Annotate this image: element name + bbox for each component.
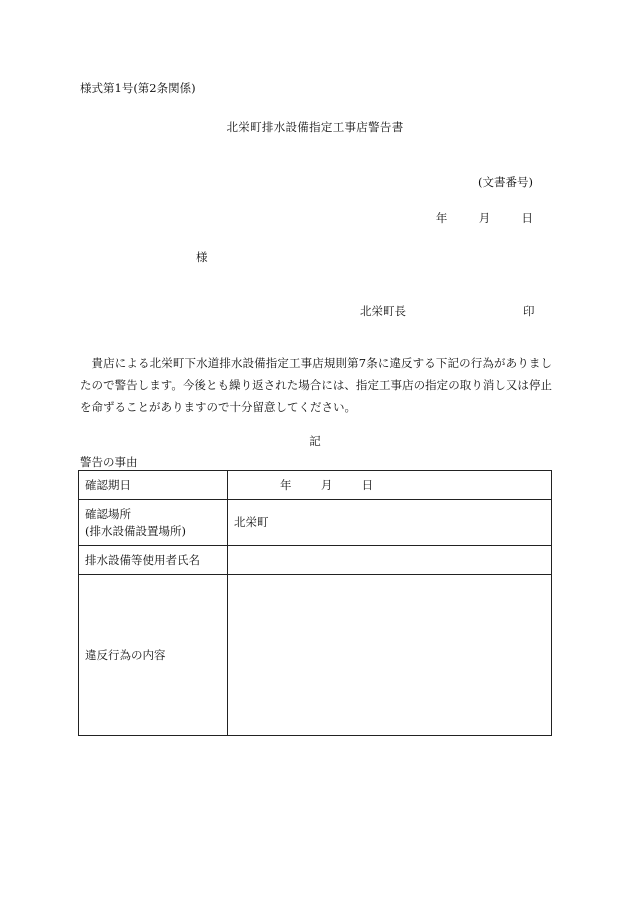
addressee-honorific: 様 (196, 250, 208, 264)
issue-date-day: 日 (521, 211, 533, 225)
issue-date-year: 年 (435, 211, 448, 225)
warning-body (80, 352, 552, 418)
notes-heading: 記 (309, 434, 321, 448)
reason-heading: 警告の事由 (80, 455, 138, 469)
confirmation-place-label-line2: (排水設備設置場所) (85, 523, 186, 538)
table-row (79, 546, 552, 575)
user-name-value[interactable] (228, 546, 552, 575)
confirmation-place-label (79, 500, 228, 546)
confirmation-date-value[interactable] (228, 471, 552, 500)
form-number: 様式第1号(第2条関係) (80, 81, 196, 95)
confirmation-date-label: 確認期日 (79, 471, 228, 500)
reason-table (78, 470, 552, 736)
seal-mark: 印 (523, 304, 535, 318)
table-row (79, 575, 552, 736)
confirmation-place-label-line1: 確認場所 (85, 506, 131, 521)
violation-content-value[interactable] (228, 575, 552, 736)
table-row (79, 500, 552, 546)
issue-date (436, 210, 533, 226)
violation-content-label: 違反行為の内容 (79, 575, 228, 736)
document-title: 北栄町排水設備指定工事店警告書 (226, 120, 404, 134)
sender-name: 北栄町長 (360, 304, 406, 318)
issue-date-month: 月 (478, 211, 491, 225)
user-name-label: 排水設備等使用者氏名 (79, 546, 228, 575)
table-row (79, 471, 552, 500)
document-number: (文書番号) (478, 175, 533, 189)
confirmation-date-day: 日 (361, 477, 374, 492)
confirmation-date-year: 年 (280, 477, 292, 492)
confirmation-date-month: 月 (320, 477, 333, 492)
confirmation-place-value[interactable]: 北栄町 (228, 500, 552, 546)
warning-body-text: 貴店による北栄町下水道排水設備指定工事店規則第7条に違反する下記の行為がありましたので警告します。今後とも繰り返された場合には、指定工事店の指定の取り消し又は停止を命ずることがありますので十分留意してください。 (80, 356, 552, 414)
